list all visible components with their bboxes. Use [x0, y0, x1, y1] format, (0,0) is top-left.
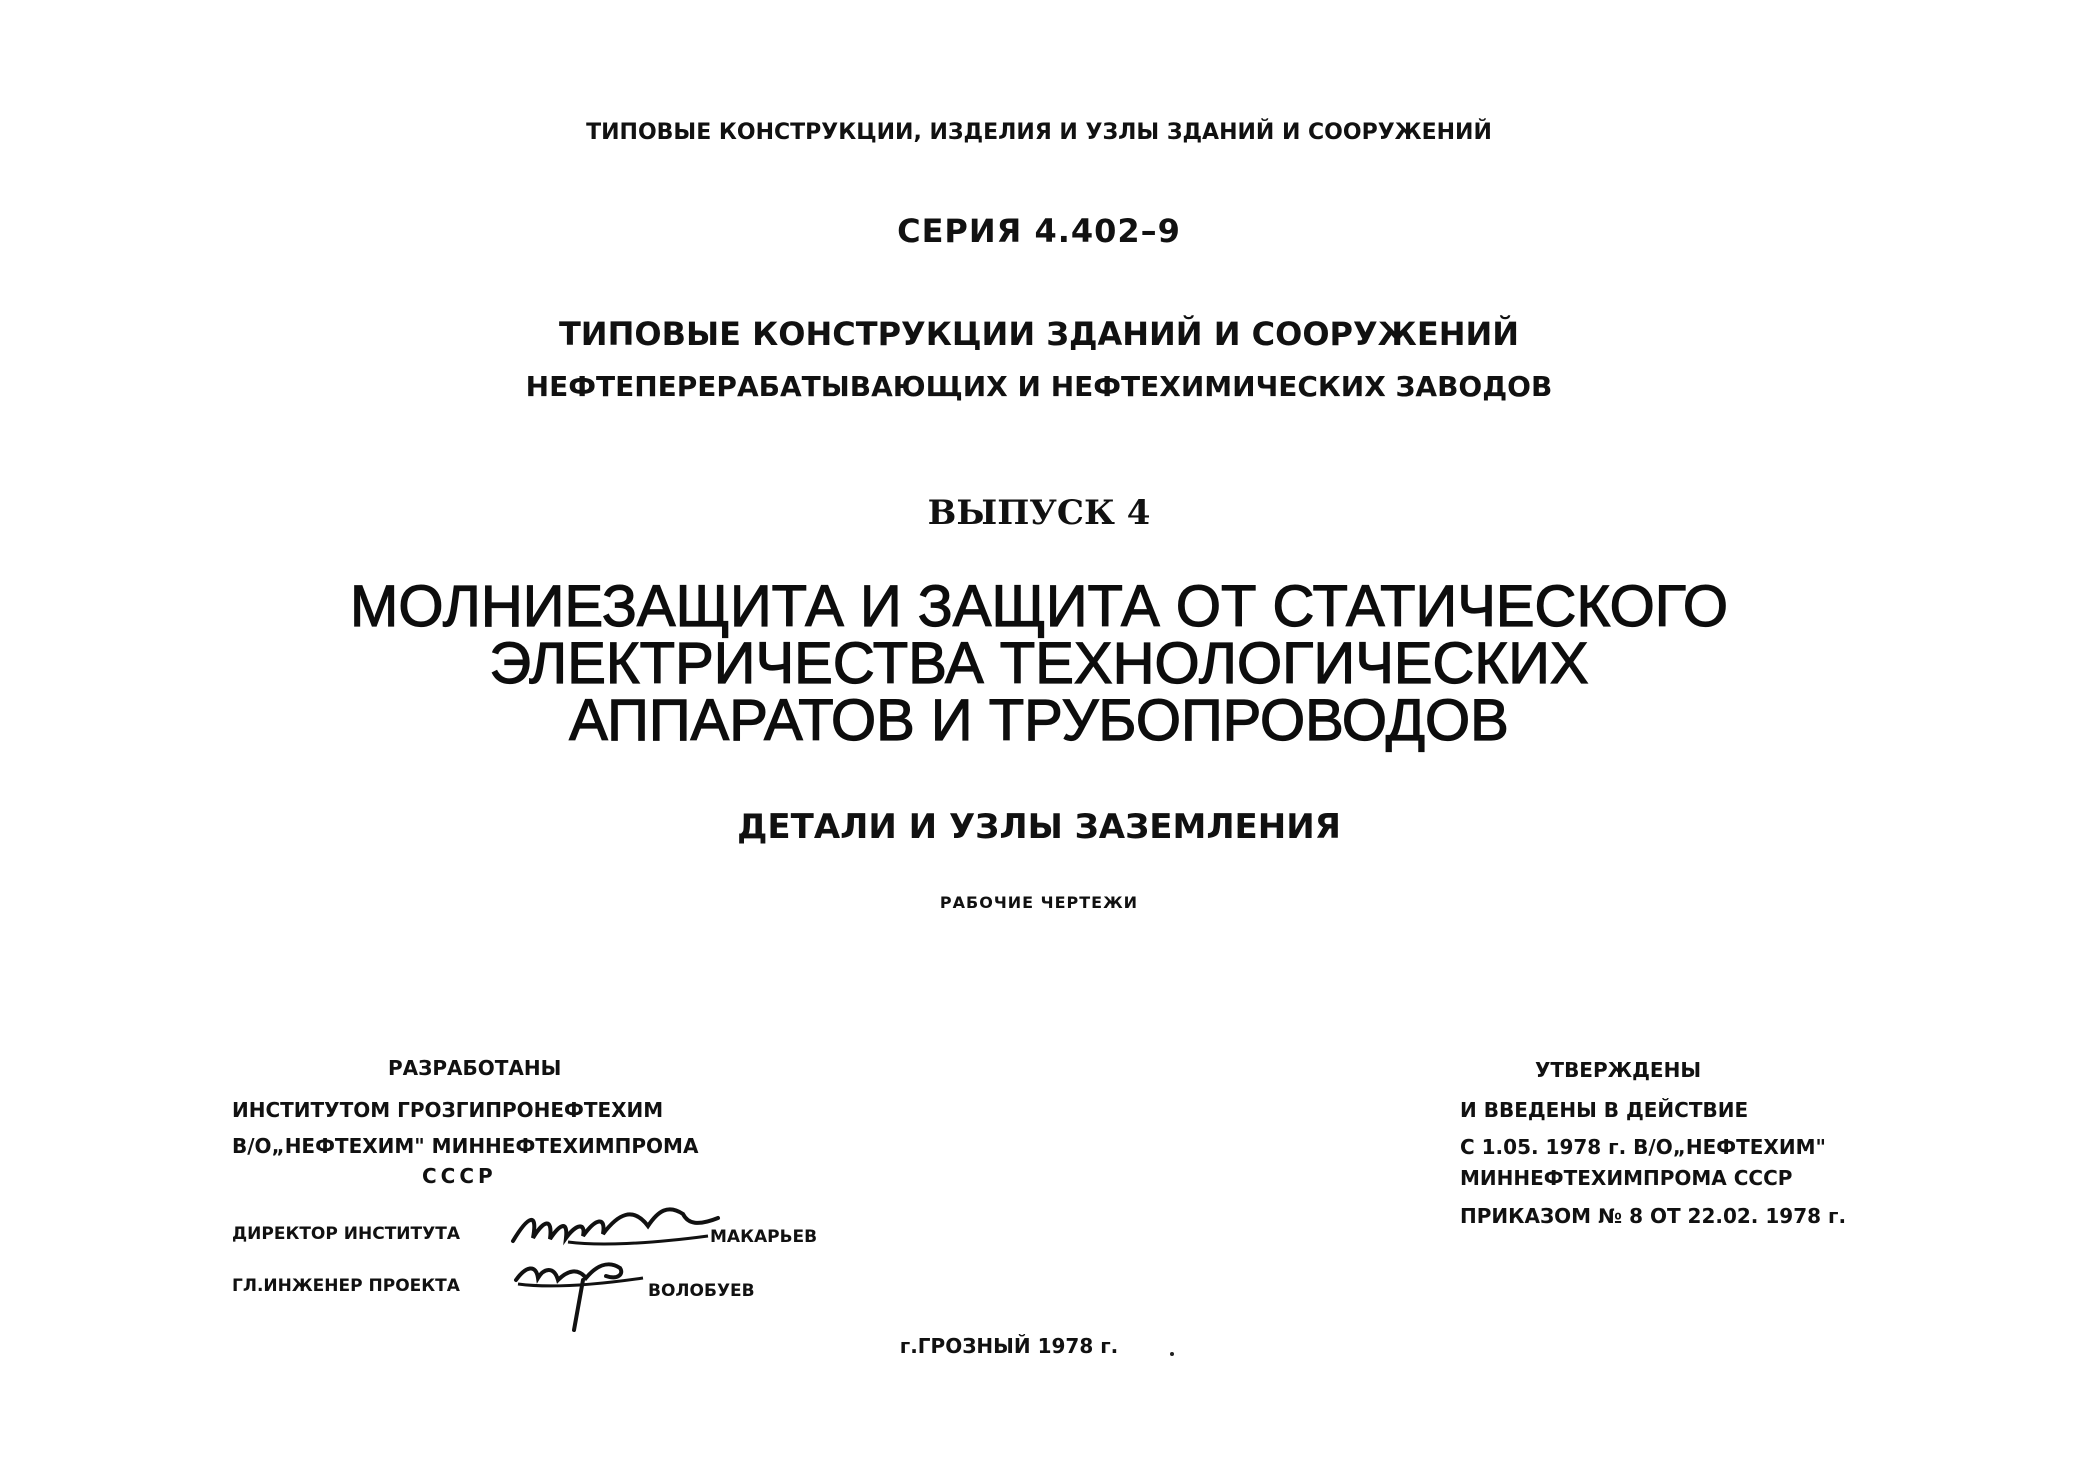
- approved-line-1: И ВВЕДЕНЫ В ДЕЙСТВИЕ: [1460, 1098, 1749, 1122]
- approved-heading: УТВЕРЖДЕНЫ: [1535, 1058, 1702, 1082]
- title-line-1: МОЛНИЕЗАЩИТА И ЗАЩИТА ОТ СТАТИЧЕСКОГО: [350, 574, 1728, 639]
- subtitle-line-2: НЕФТЕПЕРЕРАБАТЫВАЮЩИХ И НЕФТЕХИМИЧЕСКИХ ЗАВОДОВ: [525, 370, 1553, 403]
- section-title: ДЕТАЛИ И УЗЛЫ ЗАЗЕМЛЕНИЯ: [737, 807, 1341, 847]
- ink-dot: [1170, 1352, 1174, 1356]
- developed-organization: В/О„НЕФТЕХИМ" МИННЕФТЕХИМПРОМА: [232, 1134, 699, 1158]
- issue-number: ВЫПУСК 4: [927, 493, 1151, 533]
- director-name: МАКАРЬЕВ: [710, 1227, 818, 1247]
- chief-engineer-name: ВОЛОБУЕВ: [648, 1281, 755, 1301]
- developed-institute: ИНСТИТУТОМ ГРОЗГИПРОНЕФТЕХИМ: [232, 1098, 664, 1122]
- director-label: ДИРЕКТОР ИНСТИТУТА: [232, 1224, 460, 1244]
- subtitle-line-1: ТИПОВЫЕ КОНСТРУКЦИИ ЗДАНИЙ И СООРУЖЕНИЙ: [558, 315, 1520, 353]
- place-and-year: г.ГРОЗНЫЙ 1978 г.: [899, 1334, 1119, 1358]
- document-type: РАБОЧИЕ ЧЕРТЕЖИ: [939, 893, 1139, 912]
- developed-heading: РАЗРАБОТАНЫ: [388, 1056, 562, 1080]
- title-line-3: АППАРАТОВ И ТРУБОПРОВОДОВ: [569, 688, 1509, 753]
- series-number: СЕРИЯ 4.402–9: [897, 212, 1181, 250]
- collection-heading: ТИПОВЫЕ КОНСТРУКЦИИ, ИЗДЕЛИЯ И УЗЛЫ ЗДАНИЙ И СООРУЖЕНИЙ: [586, 120, 1492, 145]
- developed-country: СССР: [422, 1164, 497, 1188]
- chief-engineer-label: ГЛ.ИНЖЕНЕР ПРОЕКТА: [232, 1276, 460, 1296]
- approved-line-3: МИННЕФТЕХИМПРОМА СССР: [1460, 1166, 1793, 1190]
- title-line-2: ЭЛЕКТРИЧЕСТВА ТЕХНОЛОГИЧЕСКИХ: [489, 631, 1589, 696]
- approved-line-4: ПРИКАЗОМ № 8 ОТ 22.02. 1978 г.: [1460, 1204, 1847, 1228]
- approved-line-2: С 1.05. 1978 г. В/О„НЕФТЕХИМ": [1460, 1135, 1826, 1159]
